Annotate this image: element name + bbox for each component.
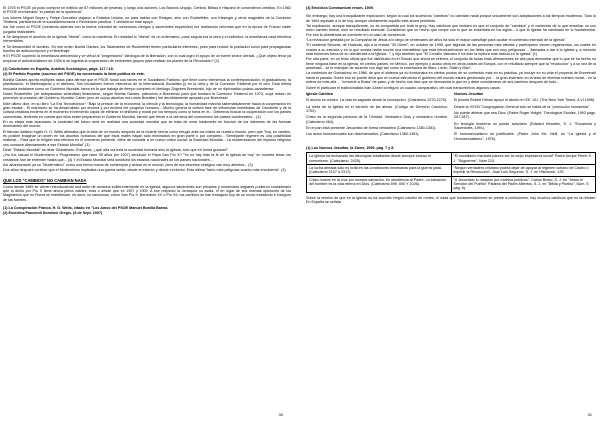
paragraph: ¿No fue casual el Modernismo o Progresismo que hace 95 años (en 1907) denunció el Papa San Pío X? "Ya no hay más la fe de la Iglesia de hoy" en nuestra fama; los cristianos han de entender hasta que... (4) Y el Estado Mundial será sustituirá los estados nacionales de los países nacionales... (3, 153, 291, 162)
paragraph: Decir "Estado Mundial" es decir Globalismo. Entonces, ¿qué otra vía está la sociedad humana sino la Iglesia, sólo que en forma gradual? (3, 147, 228, 152)
column-item: Los actos homosexuales son desordenados. (Catecismo 1380-1381). (306, 132, 420, 137)
page-number: 30 (278, 412, 283, 417)
paragraph: La confesión de Gorbachov, en 1986, de que el sistema ya no funcionaba en ciertos puntos de su contenido más en su práctica, ya incluye en su vida el proyecto de Brzezinski hacia el pasado. Sobre eso se puede decir que en nueva estructura el gobierno del mundo estará gestionado por ... la gran inversión en la tesis de eliminar nuestra moral... en la esfera de más allá ... "convertir a Rusia" de paso, y de hecho nos dice que se demuestra lo que es y debe considerarse de sus caminos después de todo... (306, 71, 596, 85)
paragraph: Así abandonaron ya su "Modernismo" como una forma nueva de contemplar y actuar en el mundo, pero de sus secretos vestigios van muy abiertos... (3) (3, 163, 253, 167)
table-cell: "Ningún verdadero cristiano podría dejar de apoyar al régimen cubano de Castro o impedir la Revolución". Juan Luis Segundo, S. J. en Hitchcock, 129. (451, 164, 596, 176)
paragraph: Dos años después confesó que el Modernismo implicaba una guerra doble, desde el exterior y desde el interior. Esta última "tanto más peligrosa cuanto más encubierta". (3) (3, 168, 286, 173)
column-catholic-church (306, 92, 448, 143)
column-item: El homosexualismo es justificable. (Padre John Mc. Neill, en "La Iglesia y el Homosexualismo", 1976). (454, 132, 596, 141)
paragraph: El famoso fabiano inglés H. G. Wells afirmaba que la idea de un mundo después de la muerte servía como refugio ante los males de nuestro mundo, pero que "hoy, en cambio, es posible imaginar un orden en los asuntos humanos del que esos males hayan sido eliminados en gran parte o por completo... Semejante régimen es una posibilidad material... Para que la religión sea efectiva en el momento presente, debe de consistir a un nuevo orden social: la Sociedad Mundial... La modernización del impulso religioso nos conduce directamente a ese Estado Mundial" (3). (3, 129, 291, 147)
footnote-heading: (2) El Partido Popular (sucesor del PSOE) ha conservado la línea política de éste. (3, 72, 146, 77)
comparison-columns (306, 92, 596, 143)
table-row (307, 176, 596, 192)
body-section (3, 78, 291, 173)
column-item: En el pan está presente Jesucristo de forma verdadera (Catecismo 1380-1381). (306, 125, 437, 130)
paragraph: Sobre el particular el tradicionalista Iván Zanev configuró un cuadro comparativo, del cual transcribimos algunos casos: (306, 85, 501, 90)
paragraph: Los líderes Miguel Boyer y Felipe González viajaron a Estados Unidos, no para hablar con Reagan, sino con Rockefeller, con Kissinger y otros magnates de la Comisión Trilateral, partidarios de la socialdemocracia o Revolución pacífica. Y obtuvieron total apoyo. (3, 15, 291, 25)
paragraph: Sobre la versión de que en la Iglesia no ha ocurrido ningún cambio de rumbo, ni nada que fundamentalmente se preste a confusiones, hay muchos católicos que no la refutan: En España se señala (306, 195, 596, 205)
column-title: Nuevos Jesuitas (454, 91, 484, 96)
footnote-heading: (3) Encíclica Communium rerum, 1909. (306, 6, 374, 10)
bullet-paragraph: ● El PSOE suprimió la enseñanza anticlerical y ve virtud al "progresismo" ideología de la liberación, con lo cual logró el apoyo de un fuerte sector clerical. ¿Qué objeto tenía ya propiciar el anticlericalismo de 1936 si se lograba la cooperación de eminentes grupos para realizar los planes de la Revolución? (2) (3, 54, 291, 63)
table-cell: "El socialismo marxista parece ser la mejor esperanza social" Padre Arrupe Perrin S. J. "Súguerme", Num 215. (451, 153, 596, 165)
paragraph: "El cardenal Simonis, de Holanda, dijo a la revista "30 Giorni", en octubre de 1995, que algunas de las personas más afectas y participaron vienen reglamentos, los cuales en cuanto a su esencia y en lo que cuesta habla mucho una mentalidad que está introduciéndose en los fieles que son muy peligrosas ... llamadas a dar a la Iglesia y, a menudo está entonces fuera de su obediencia a la Iglesia..."; y dijo también que "El Concilio Vaticano II ha sido la ruptura más radical en la Iglesia" (1) (306, 43, 596, 57)
paragraph: Tal explicación, aunque tranquilizante, no es compartida por toda la grey. Hay católicos que insisten en que el conjunto de "cambios" y el contenido de lo que enseñan no son mero cambio formal, sino un resultado esencial. Consideran que un hecho que rompe con lo que se enseñaba en los siglos... o que la Iglesia ha cambiado en lo fundamental. Por eso la obediencia se convierte en un caso de conciencia. (306, 24, 596, 37)
section-heading: QUE LOS "CAMBIOS" NO CAMBIAN NADA (3, 177, 87, 183)
comparison-table (306, 152, 596, 192)
paragraph: Así fue como al PSOE (contando además con la buena voluntad de numerosos clérigos y sacerdotes españoles) fue realizando reformas que en la época de Franco nadie juzgaba realizables. (3, 25, 291, 34)
table-row (307, 164, 596, 176)
body-section (306, 14, 596, 90)
footnote-heading: (1) Los Nuevos Jesuitas. la Zaner, 1999. pág. 7 y 8. (306, 145, 395, 150)
column-item: La meta de la Iglesia es el servicio de las almas. (Código de Derecho Canónico, 1752). (306, 104, 448, 113)
column-item: Desde la XXXIV Congregación General sólo se habla de la "promoción humanista". (454, 104, 591, 109)
column-title: Iglesia Católica (306, 91, 333, 96)
column-item: En teología moderna no puede aceptarlo. (Edward Kilmartin, S. J. "Eucaristía y Sacerdotes, 1991). (454, 121, 596, 130)
page-right (306, 6, 596, 422)
paragraph: Bonilla Garaes aporta múltiples datos para afirmar que el PSOE fundó sus raíces en el Socialismo Fabiano, que tiene como elementos la contemporización, el gradualismo, la planificación, el libertinajismo y el ateísmo. Sus iniciadores fueron miembros de la Internacional Socialista (y en la obra y de la Comisión Trilateral por el otro. Esta última buscaría instalarse como un Gobierno Mundial, tarea en la que trabaja de tiempo completo el ideólogo Zbigniew Brzezinski, hijo de un diplomático polaco-canadiense. (3, 77, 291, 91)
column-item: El jesuita Robert Drinan apoyó el aborto en EE. UU. (The New York Times, 4-VI 1996). (454, 98, 596, 103)
bullet-paragraph: ● Se desplomó el dominio de la Iglesia "liberal", como la mantenía. En realidad lo "liberal" es un eufemismo, pues seguía era la obra y el individuo; la enseñanza casa eléctrica irreversibles. (3, 35, 291, 44)
footnote: (2) Encíclica Pascendi Dominici Gregis. (8 de Sept. 1907) (3, 211, 103, 216)
paragraph: David Rockefeller (de antepasados sefarditas) financiaron, según Bonilla Garaes, patrocinio a Brzezinski para que fundara la Comisión Trilateral en 1973, cuya misión es promover la creación del Gobierno Mundial. Carter (uno de cuyos abuelos era Lewis Brauster) fué decididamente apoyado por Brzezinski. (3, 91, 291, 101)
paragraph: Este último dice, en su libro "La Era Tecnotrónica": "Bajo la presión de la economía, la ciencia y la tecnología, la humanidad marcha sistemáticamente hacia la cooperación en gran escala... El marxismo se ha desarrollado por encima y por encima del progreso humano... Mucho genera la cultura fase de influencias inmediatas de Occidente y de la cultura cristiana encierra en el momento el elemento capaz de eliminar el nihilismo y moral por los tiempos como si fuera en él... Debemos buscar la cooperación con los países comunistas, teniendo en cuenta que ellos están preparando el Gobierno Mundial, siendo que frente a la ofensiva del comunismo los países occidentales... (1) (3, 101, 291, 119)
paragraph: "La revolución gestada por la Compañía de Jesús a lo largo de centenares de años ha sido el mayor camuflaje para ocultar el contenido esencial de la Iglesia". (306, 38, 567, 43)
footnote-heading: (1) Catolicismo en España, Análisis Sociológico, págs. 117 l 18. (3, 67, 114, 72)
table-cell: La Iglesia ha rechazado las ideologías totalitarias desde siempre incluso el comunismo. (Catecismo, 2425). (307, 153, 452, 165)
page-left (3, 6, 291, 422)
column-item: El aborto es crimen. La vida es sagrada desde la concepción. (Catecismo 2270-2275). (306, 98, 448, 103)
paragraph: Como desde 1965 se vienen introduciendo una serie de cambios indiferentemente en la Iglesia, algunos sacerdotes son privados y numerosos seglares pudieron considerarlo que lo dicho por Pío X tiene ahora plena validez, más o desde que ex 1907 y 1909. A ese respecto la Jerarquía no avala, ni en lugar de sus mismas opiniones de los Magisterios que en Roma se manifiestan, es decir, no sancionan, como San Pío X, Benedicto XV o Pío XII, los cambios se han trabajado hoy de un modo transitorio e inseguro de las fuentes. (3, 184, 291, 202)
column-new-jesuits (454, 92, 596, 143)
bullet-paragraph: ● Se desacreditó el dominio. En ese orden Bonifa Garáes, los Talamantes de Rockefeller tienen particulares intereses, pues para reducir la población como para propagandas fuentes de anticoncepción y el libertinaje. (3, 44, 291, 54)
intro-section (3, 6, 291, 63)
paragraph: En su etapa más avanzada, la sociedad del futuro será en realidad una sociedad mundial que se trata de crear totalmente en función de los intereses de las fuerzas dominantes del mundo. (3, 119, 291, 129)
paragraph: Por otra parte, en un texto oficial que fue distribuido en el Sínodo que ahora se celebra, el conjunto de todas esas afirmaciones se cita para demostrar que lo que se ha hecho no tiene ninguna base en la Iglesia, en ciertos países, en México, por ejemplo y acaso otros en otros países de Europa, con el resultado siempre que la "revolución" y a su vez de la autoridad... se le manejan de acuerdo con algo así como la enseñanza de Marx, Lenin, Stalin y Mao". (306, 57, 596, 71)
table-row (307, 153, 596, 165)
table-cell: "A Jesucristo lo mataron por motivos políticos". Carlos Bravo, S. J. en "Jesús el Servidor del Pueblo" Palabra del Padre Albertos, S. J. en "Biblia y Pueblo", Núm. 5 pág. 6). (451, 176, 596, 192)
paragraph: Sin embargo, hay una tranquilizante explicación, según la cual los sucesivos "cambios" no cambian nada porque únicamente son adaptaciones a los tiempos modernos. Todo lo de 1964 equivale a lo de hoy, aunque ciertamente aquello está ahora prohibido. (306, 14, 596, 23)
column-item: No puede afirmar que sea Dios. (Padre Roger Haight, Theological Studies, 1992 págs. 257-287). (454, 110, 596, 120)
footnote: (1) La Conspiración Franca, H. G. Wells, citado en "Los Amos del PSOE Manuel Bonilla Baena. (3, 206, 169, 211)
table-cell: La lucha armada sólo es lícita en las condiciones necesarias para la guerra justa. (Catecismo 2107 a 2317). (307, 164, 452, 176)
column-item: Cristo es la segunda persona de la Trinidad. Verdadero Dios y verdadero hombre. (Catecismo 464). (306, 115, 448, 124)
table-cell: Cristo mueve en la cruz por nuestra salvación, en obediencia al Padre. La salvación del hombre es la vida eterna en Dios. (Catecismo 599, 600 Y 1026). (307, 176, 452, 192)
page-number: 31 (587, 412, 592, 417)
paragraph: El 1978 el PSOE ya pudo comprar un edificio de 87 millones de pesetas, y luego dos aviones. Los Bancos Urquijo, Central, Bilbao e Hispano le concedieron créditos. En 1982 el PSOE era llamado "el partido de la opulencia". (3, 6, 291, 15)
